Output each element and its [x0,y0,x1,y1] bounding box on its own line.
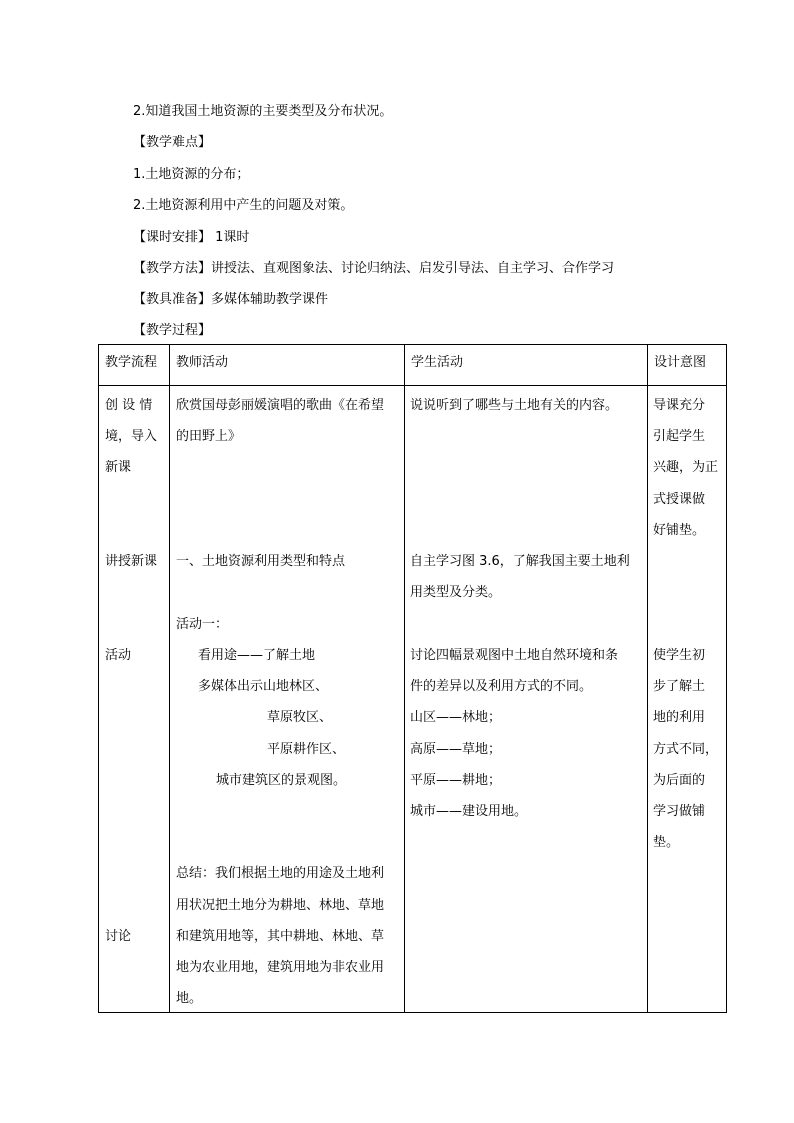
teacher-media-1: 多媒体出示山地林区、 [198,679,329,694]
design-2-line-3: 地的利用 [653,710,706,725]
design-2-line-2: 步了解土 [653,679,706,694]
teacher-summary-line-4: 地为农业用地，建筑用地为非农业用 [176,960,385,975]
teacher-cell [170,386,405,1013]
difficulty-1: 1.土地资源的分布； [133,167,250,182]
teacher-media-4: 城市建筑区的景观图。 [216,773,347,788]
teacher-media-3: 平原耕作区、 [267,742,346,757]
design-2-line-6: 学习做铺 [653,804,706,819]
design-2-line-1: 使学生初 [653,648,706,663]
teacher-intro-line-1: 欣赏国母彭丽媛演唱的歌曲《在希望 [176,398,385,413]
header-student: 学生活动 [411,355,464,370]
student-activity-3-line-1: 讨论四幅景观图中土地自然环境和条 [410,648,619,663]
table-body-row [99,386,727,1013]
flow-item-2: 讲授新课 [105,554,158,569]
header-flow: 教学流程 [105,355,158,370]
header-cell-design [648,345,727,386]
flow-item-1-line-2: 境，导入 [105,429,158,444]
design-2-line-7: 垫。 [653,835,680,850]
header-cell-teacher [170,345,405,386]
design-2-line-5: 为后面的 [653,773,706,788]
teacher-media-2: 草原牧区、 [267,710,333,725]
teacher-summary-line-3: 和建筑用地等，其中耕地、林地、草 [176,929,385,944]
header-design: 设计意图 [654,355,707,370]
teacher-summary-line-1: 总结：我们根据土地的用途及土地利 [176,866,385,881]
flow-item-3: 活动 [105,648,132,663]
design-2-line-4: 方式不同， [653,742,719,757]
teacher-section-1: 一、土地资源利用类型和特点 [176,554,346,569]
student-cell [405,386,648,1013]
design-cell [648,386,727,1013]
difficulty-2: 2.土地资源利用中产生的问题及对策。 [133,198,354,213]
design-1-line-4: 式授课做 [653,492,706,507]
student-pair-2: 高原——草地； [410,742,502,757]
header-teacher: 教师活动 [176,355,229,370]
student-pair-3: 平原——耕地； [410,773,502,788]
header-cell-flow [99,345,170,386]
flow-cell [99,386,170,1013]
header-cell-student [405,345,648,386]
student-pair-4: 城市——建设用地。 [410,804,528,819]
design-1-line-5: 好铺垫。 [653,523,706,538]
design-1-line-3: 兴趣，为正 [653,460,719,475]
student-activity-2-line-2: 用类型及分类。 [410,585,502,600]
teacher-summary-line-5: 地。 [176,991,203,1006]
teacher-summary-line-2: 用状况把土地分为耕地、林地、草地 [176,898,385,913]
difficulty-heading: 【教学难点】 [133,135,212,150]
tools: 【教具准备】多媒体辅助教学课件 [133,292,329,307]
teaching-process-table [98,344,727,1013]
teacher-activity-1: 活动一： [176,617,229,632]
design-1-line-2: 引起学生 [653,429,706,444]
teacher-intro-line-2: 的田野上》 [176,429,242,444]
design-1-line-1: 导课充分 [653,398,706,413]
objective-2: 2.知道我国土地资源的主要类型及分布状况。 [133,104,393,119]
methods: 【教学方法】讲授法、直观图象法、讨论归纳法、启发引导法、自主学习、合作学习 [133,261,615,276]
student-activity-1: 说说听到了哪些与土地有关的内容。 [410,398,619,413]
student-activity-3-line-2: 件的差异以及利用方式的不同。 [410,679,593,694]
student-pair-1: 山区——林地； [410,710,502,725]
schedule: 【课时安排】 1课时 [133,230,250,245]
table-header-row [99,345,727,386]
flow-item-1-line-1: 创 设 情 [105,398,153,413]
flow-item-4: 讨论 [105,929,132,944]
flow-item-1-line-3: 新课 [105,460,132,475]
process-heading: 【教学过程】 [133,323,212,338]
student-activity-2-line-1: 自主学习图 3.6，了解我国主要土地利 [410,554,630,569]
teacher-use-title: 看用途——了解土地 [198,648,316,663]
